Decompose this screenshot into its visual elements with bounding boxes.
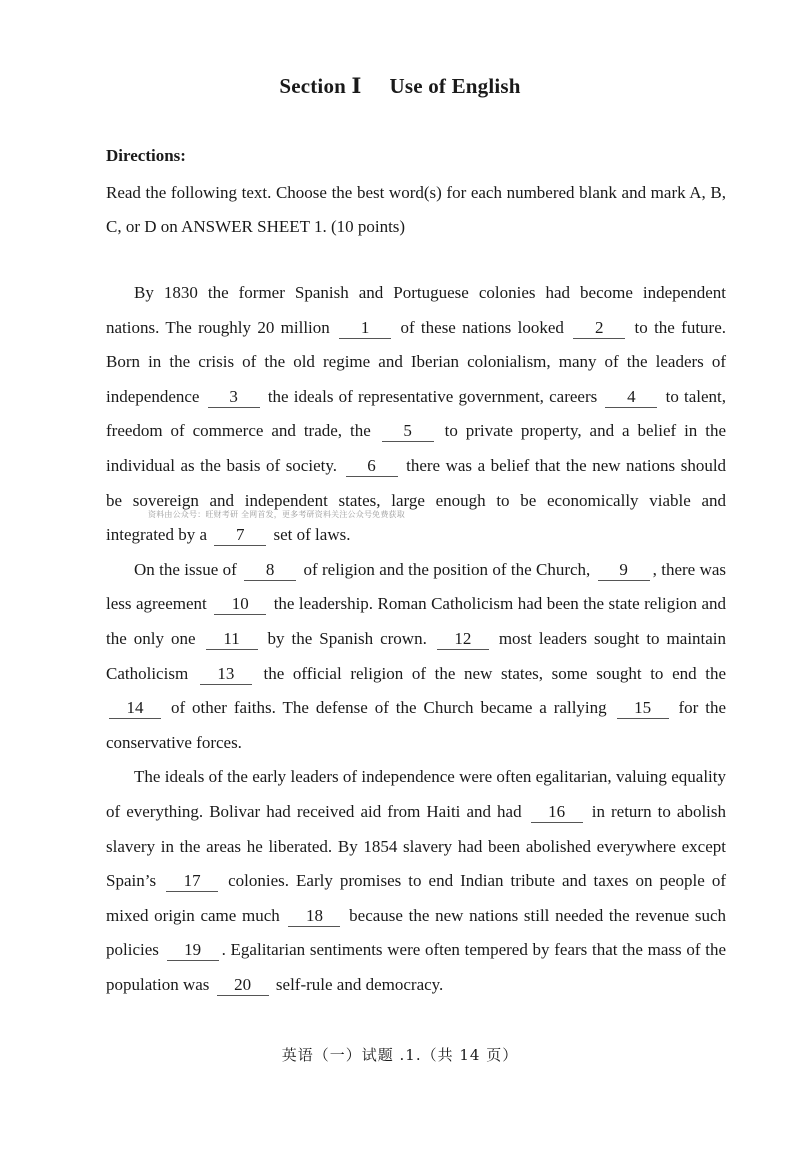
blank-1: 1 bbox=[339, 318, 391, 339]
passage-text: self-rule and democracy. bbox=[275, 974, 444, 994]
section-title bbox=[0, 73, 800, 99]
section-name: Use of English bbox=[389, 74, 521, 98]
blank-2: 2 bbox=[573, 318, 625, 339]
blank-20: 20 bbox=[217, 975, 269, 996]
blank-11: 11 bbox=[206, 629, 258, 650]
passage-text: there was a belief that the new nations should be sovereign and independent states, large enough to be economically viable and integrated by a bbox=[106, 455, 727, 545]
blank-10: 10 bbox=[214, 594, 266, 615]
passage-text: to the future. Born in the crisis of the old regime and Iberian colonialism, many of the leaders of independence bbox=[106, 317, 727, 406]
passage-text: colonies. Early promises to end Indian tribute and taxes on people of mixed origin came much bbox=[106, 871, 727, 925]
passage-text: set of laws. bbox=[273, 525, 351, 545]
passage-text: of these nations looked bbox=[400, 317, 564, 337]
blank-15: 15 bbox=[617, 698, 669, 719]
paragraph-2 bbox=[106, 553, 726, 761]
passage-text: to talent, freedom of commerce and trade, the bbox=[106, 386, 727, 441]
passage-text: By 1830 the former Spanish and Portuguese colonies had become independent nations. The roughly 20 million bbox=[106, 283, 726, 337]
blank-8: 8 bbox=[244, 560, 296, 581]
passage-text: to private property, and a belief in the individual as the basis of society. bbox=[106, 421, 726, 475]
blank-3: 3 bbox=[208, 387, 260, 408]
passage-text: in return to abolish slavery in the areas he liberated. By 1854 slavery had been abolished everywhere except Spain’s bbox=[106, 801, 727, 891]
passage-text: , there was less agreement bbox=[106, 559, 727, 614]
passage-text: the leadership. Roman Catholicism had been the state religion and the only one bbox=[106, 594, 727, 648]
passage-text: . Egalitarian sentiments were often tempered by fears that the mass of the population was bbox=[106, 940, 726, 994]
blank-17: 17 bbox=[166, 871, 218, 892]
blank-6: 6 bbox=[346, 456, 398, 477]
passage-text: by the Spanish crown. bbox=[267, 628, 427, 648]
watermark-text: 资料由公众号：旺财考研 全网首发，更多考研资料关注公众号免费获取 bbox=[148, 510, 405, 519]
passage-text: the ideals of representative government, careers bbox=[267, 386, 598, 406]
section-number: Section Ⅰ bbox=[279, 74, 362, 98]
passage-text: most leaders sought to maintain Catholicism bbox=[106, 628, 727, 683]
directions-text: Read the following text. Choose the best word(s) for each numbered blank and mark A, B, C, or D on ANSWER SHEET 1. (10 points) bbox=[106, 183, 726, 236]
passage-text: The ideals of the early leaders of independence were often egalitarian, valuing equality of everything. Bolivar had received aid from Haiti and had bbox=[106, 767, 726, 821]
passage-text: the official religion of the new states, some sought to end the bbox=[263, 663, 727, 683]
passage-text: On the issue of bbox=[134, 559, 237, 579]
blank-5: 5 bbox=[382, 421, 434, 442]
paragraph-3 bbox=[106, 760, 726, 1002]
blank-14: 14 bbox=[109, 698, 161, 719]
blank-4: 4 bbox=[605, 387, 657, 408]
passage-text: for the conservative forces. bbox=[106, 698, 727, 752]
blank-7: 7 bbox=[214, 525, 266, 546]
passage-text: of other faiths. The defense of the Church became a rallying bbox=[170, 698, 607, 718]
blank-19: 19 bbox=[167, 940, 219, 961]
blank-16: 16 bbox=[531, 802, 583, 823]
blank-13: 13 bbox=[200, 664, 252, 685]
passage-text: of religion and the position of the Church, bbox=[303, 559, 591, 579]
page-footer: 英语（一）试题 .1.（共 14 页） bbox=[281, 1046, 519, 1064]
blank-18: 18 bbox=[288, 906, 340, 927]
directions-label: Directions: bbox=[106, 146, 186, 165]
cloze-passage bbox=[106, 276, 726, 1002]
blank-12: 12 bbox=[437, 629, 489, 650]
blank-9: 9 bbox=[598, 560, 650, 581]
passage-text: because the new nations still needed the revenue such policies bbox=[106, 905, 726, 960]
